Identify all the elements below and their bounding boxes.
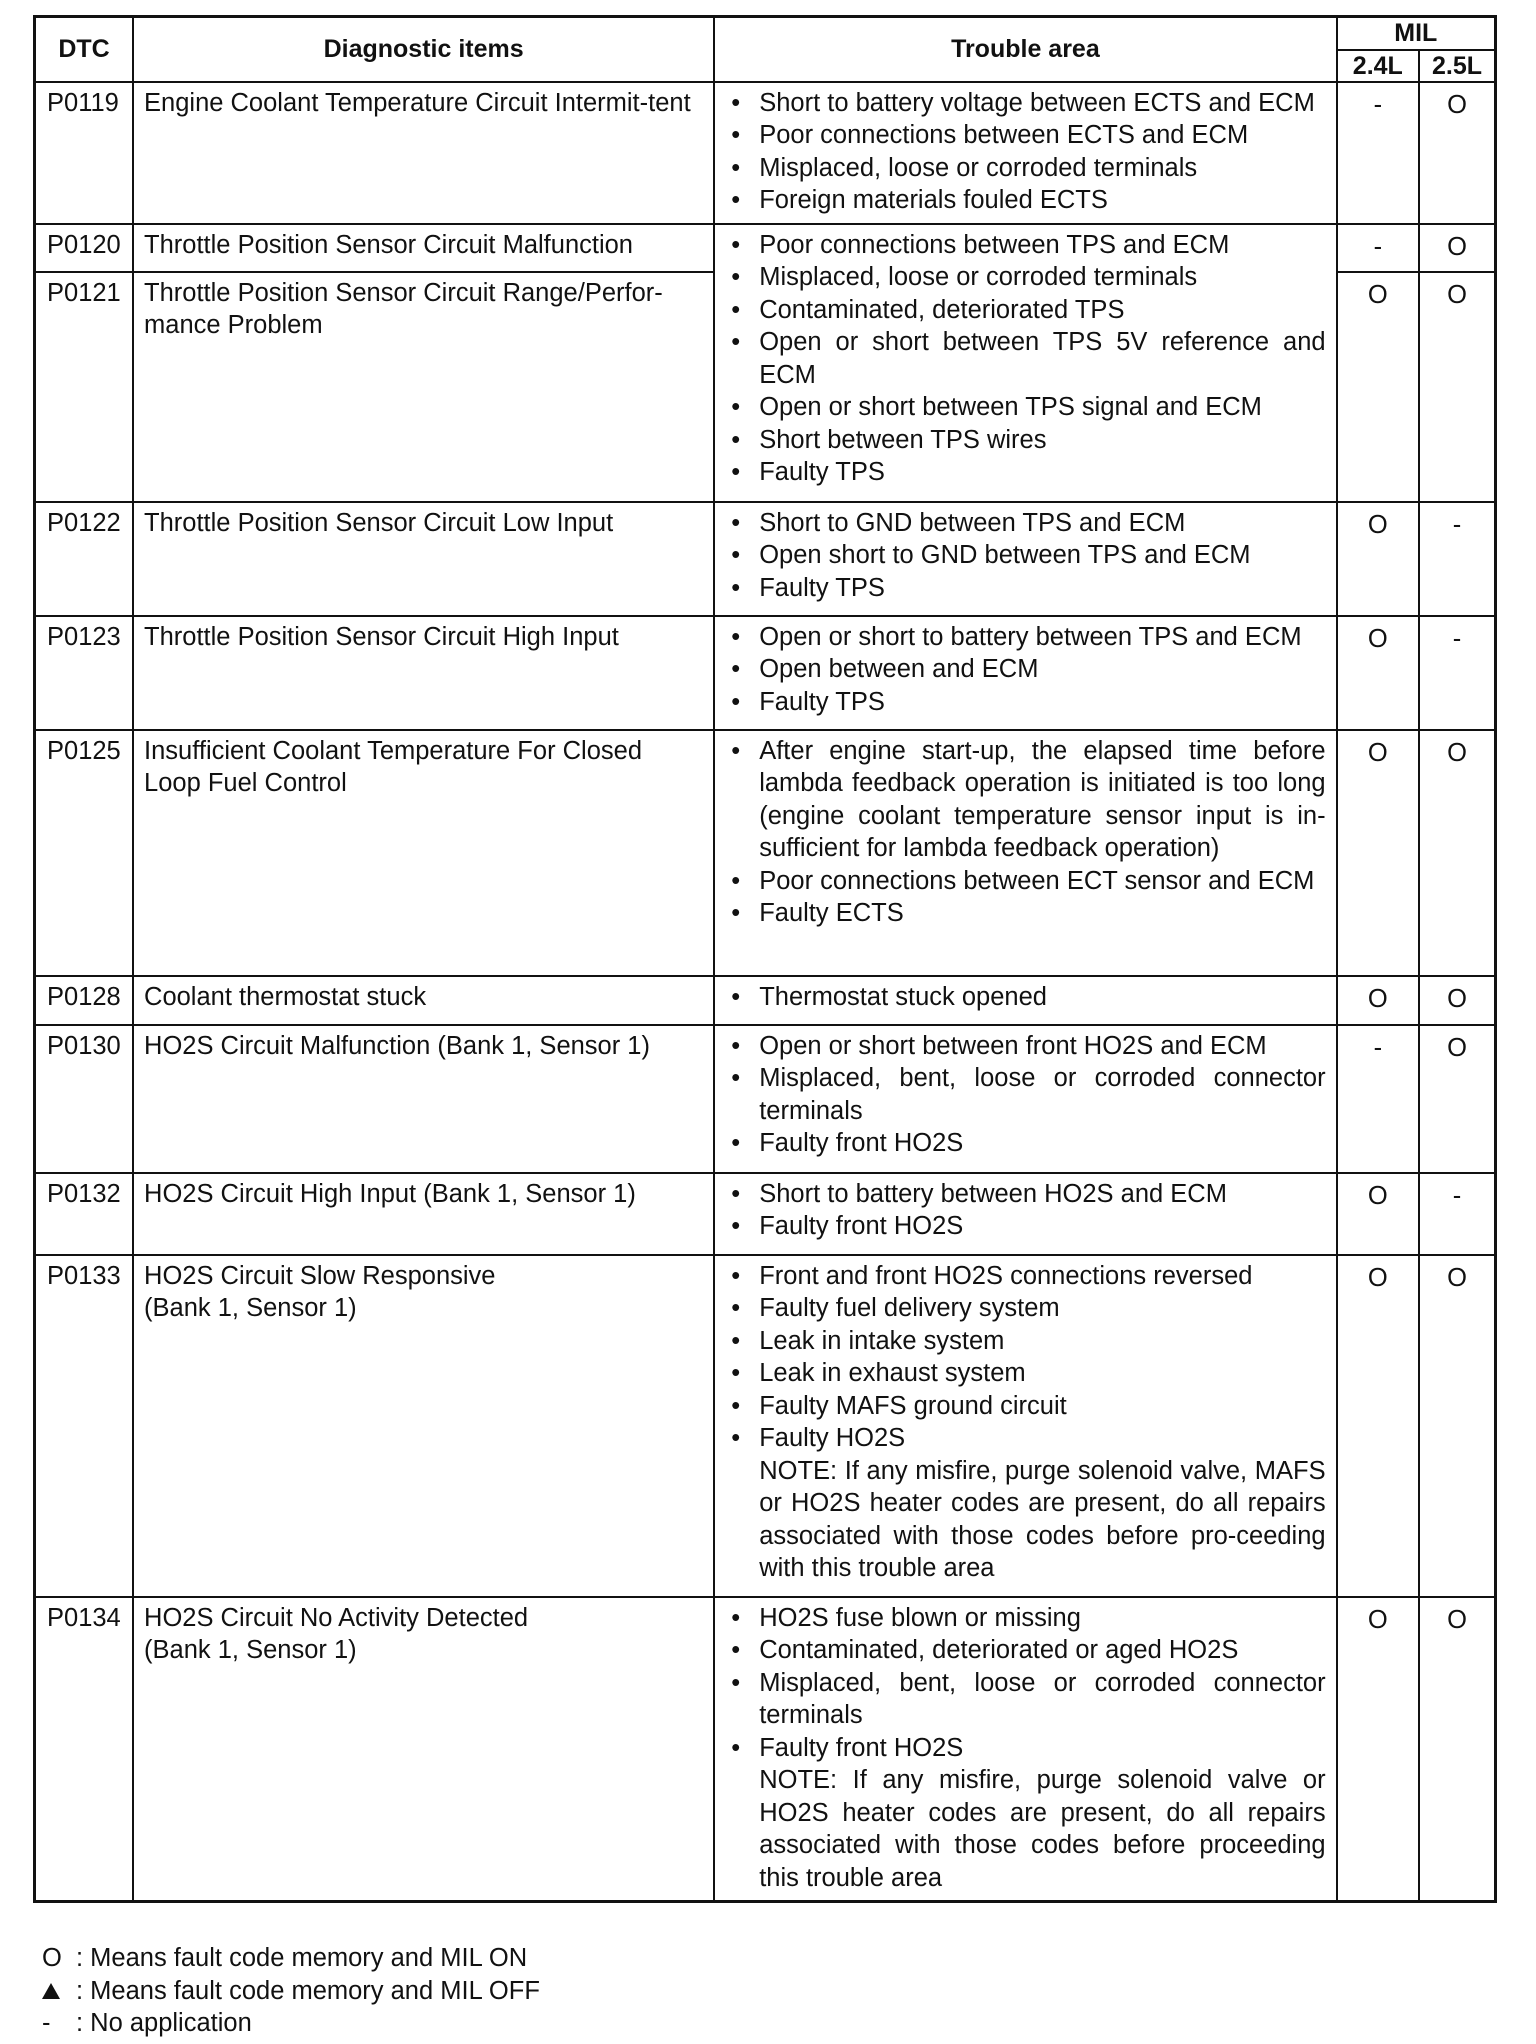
diagnostic-item: Throttle Position Sensor Circuit High Input xyxy=(133,616,714,730)
list-item: • Open between and ECM xyxy=(725,653,1325,686)
trouble-area-list xyxy=(725,507,1325,605)
list-item: • Contaminated, deteriorated TPS xyxy=(725,294,1325,327)
list-item: • Faulty MAFS ground circuit xyxy=(725,1390,1325,1423)
table-row xyxy=(35,730,1496,976)
trouble-area-list xyxy=(725,1178,1325,1243)
mil-25l-value: O xyxy=(1419,272,1495,502)
list-item: • Faulty TPS xyxy=(725,686,1325,719)
trouble-area xyxy=(714,224,1336,502)
legend-row xyxy=(42,2007,540,2040)
legend-text: : No application xyxy=(76,2009,252,2037)
header-mil-25l: 2.5L xyxy=(1419,50,1495,82)
list-item: • Short to GND between TPS and ECM xyxy=(725,507,1325,540)
mil-24l-value: - xyxy=(1337,82,1419,224)
list-item: • Short between TPS wires xyxy=(725,424,1325,457)
trouble-area-list xyxy=(725,735,1325,930)
list-item: • Leak in exhaust system xyxy=(725,1357,1325,1390)
list-item: • Faulty front HO2S xyxy=(725,1210,1325,1243)
diagnostic-item: Throttle Position Sensor Circuit Malfunction xyxy=(133,224,714,272)
diagnostic-item-line: (Bank 1, Sensor 1) xyxy=(144,1294,357,1322)
list-item: • Faulty TPS xyxy=(725,572,1325,605)
legend-symbol: O xyxy=(42,1944,62,1972)
list-item: • Thermostat stuck opened xyxy=(725,981,1325,1014)
trouble-area xyxy=(714,730,1336,976)
mil-25l-value: O xyxy=(1419,82,1495,224)
list-item: • Front and front HO2S connections reversed xyxy=(725,1260,1325,1293)
table-row xyxy=(35,1255,1496,1597)
mil-25l-value: O xyxy=(1419,1597,1495,1902)
mil-24l-value: O xyxy=(1337,616,1419,730)
legend-row xyxy=(42,1942,540,1975)
dtc-code: P0120 xyxy=(35,224,134,272)
trouble-area-list xyxy=(725,87,1325,217)
dtc-code: P0130 xyxy=(35,1025,134,1173)
diagnostic-item xyxy=(133,1597,714,1902)
list-item: • Foreign materials fouled ECTS xyxy=(725,184,1325,217)
list-item: • Open or short between front HO2S and ECM xyxy=(725,1030,1325,1063)
trouble-area xyxy=(714,616,1336,730)
list-item: • After engine start-up, the elapsed time before lambda feedback operation is initiated is too long (engine coolant temperature sensor input is in-sufficient for lambda feedback operation) xyxy=(725,735,1325,865)
list-item: • Misplaced, loose or corroded terminals xyxy=(725,152,1325,185)
diagnostic-item: Throttle Position Sensor Circuit Low Input xyxy=(133,502,714,616)
legend-text: : Means fault code memory and MIL OFF xyxy=(76,1976,540,2005)
mil-25l-value: - xyxy=(1419,616,1495,730)
dtc-code: P0132 xyxy=(35,1173,134,1255)
list-item: • Open or short to battery between TPS and ECM xyxy=(725,621,1325,654)
mil-25l-value: - xyxy=(1419,1173,1495,1255)
table-row xyxy=(35,224,1496,272)
list-item: • Faulty front HO2S xyxy=(725,1127,1325,1160)
trouble-area xyxy=(714,1173,1336,1255)
list-item: • Poor connections between ECTS and ECM xyxy=(725,119,1325,152)
header-trouble-area: Trouble area xyxy=(714,17,1336,82)
dtc-code: P0121 xyxy=(35,272,134,502)
dtc-code: P0122 xyxy=(35,502,134,616)
mil-25l-value: O xyxy=(1419,976,1495,1025)
mil-24l-value: - xyxy=(1337,1025,1419,1173)
trouble-area xyxy=(714,82,1336,224)
list-item: • Short to battery voltage between ECTS and ECM xyxy=(725,87,1325,120)
trouble-area-list xyxy=(725,621,1325,719)
dtc-code: P0128 xyxy=(35,976,134,1025)
list-item: • Poor connections between ECT sensor and ECM xyxy=(725,865,1325,898)
diagnostic-item: Engine Coolant Temperature Circuit Intermit-tent xyxy=(133,82,714,224)
mil-24l-value: O xyxy=(1337,1597,1419,1902)
triangle-icon xyxy=(42,1983,60,1999)
list-item: • Open or short between TPS signal and ECM xyxy=(725,391,1325,424)
list-item: • Faulty HO2S xyxy=(725,1422,1325,1455)
trouble-area-list xyxy=(725,1260,1325,1455)
table-row xyxy=(35,1025,1496,1173)
mil-24l-value: - xyxy=(1337,224,1419,272)
table-row xyxy=(35,616,1496,730)
dtc-code: P0133 xyxy=(35,1255,134,1597)
dtc-code: P0119 xyxy=(35,82,134,224)
mil-24l-value: O xyxy=(1337,502,1419,616)
note-text: NOTE: If any misfire, purge solenoid valve, MAFS or HO2S heater codes are present, do all repairs associated with those codes before pro-ceeding with this trouble area xyxy=(759,1456,1326,1582)
trouble-area xyxy=(714,1597,1336,1902)
mil-24l-value: O xyxy=(1337,730,1419,976)
list-item: • Misplaced, bent, loose or corroded connector terminals xyxy=(725,1062,1325,1127)
diagnostic-item xyxy=(133,1255,714,1597)
legend-text: : Means fault code memory and MIL ON xyxy=(76,1944,528,1972)
diagnostic-item: Coolant thermostat stuck xyxy=(133,976,714,1025)
mil-25l-value: O xyxy=(1419,1255,1495,1597)
trouble-area xyxy=(714,976,1336,1025)
mil-25l-value: O xyxy=(1419,1025,1495,1173)
dtc-code: P0125 xyxy=(35,730,134,976)
legend-symbol: - xyxy=(42,2009,51,2037)
trouble-area-list xyxy=(725,229,1325,489)
note-text: NOTE: If any misfire, purge solenoid valve or HO2S heater codes are present, do all repairs associated with those codes before proceeding this trouble area xyxy=(759,1766,1326,1892)
list-item: • Short to battery between HO2S and ECM xyxy=(725,1178,1325,1211)
list-item: • Leak in intake system xyxy=(725,1325,1325,1358)
dtc-table xyxy=(33,15,1497,1903)
diagnostic-item-line: HO2S Circuit No Activity Detected xyxy=(144,1603,529,1632)
list-item: • HO2S fuse blown or missing xyxy=(725,1602,1325,1635)
list-item: • Open or short between TPS 5V reference and ECM xyxy=(725,326,1325,391)
list-item: • Misplaced, bent, loose or corroded connector terminals xyxy=(725,1667,1325,1732)
trouble-area-list xyxy=(725,981,1325,1014)
header-diagnostic-items: Diagnostic items xyxy=(133,17,714,82)
list-item: • Faulty TPS xyxy=(725,456,1325,489)
legend xyxy=(42,1942,540,2040)
list-item: • Faulty fuel delivery system xyxy=(725,1292,1325,1325)
list-item: • Faulty ECTS xyxy=(725,897,1325,930)
trouble-area-list xyxy=(725,1602,1325,1765)
legend-row xyxy=(42,1975,540,2008)
table-row xyxy=(35,502,1496,616)
dtc-code: P0123 xyxy=(35,616,134,730)
header-mil: MIL xyxy=(1337,17,1496,50)
mil-24l-value: O xyxy=(1337,1173,1419,1255)
mil-24l-value: O xyxy=(1337,272,1419,502)
list-item: • Contaminated, deteriorated or aged HO2S xyxy=(725,1634,1325,1667)
trouble-area xyxy=(714,1025,1336,1173)
diagnostic-item: Throttle Position Sensor Circuit Range/Perfor-mance Problem xyxy=(133,272,714,502)
mil-24l-value: O xyxy=(1337,976,1419,1025)
diagnostic-item: Insufficient Coolant Temperature For Closed Loop Fuel Control xyxy=(133,730,714,976)
trouble-area xyxy=(714,502,1336,616)
trouble-area xyxy=(714,1255,1336,1597)
diagnostic-item: HO2S Circuit High Input (Bank 1, Sensor 1) xyxy=(133,1173,714,1255)
diagnostic-item: HO2S Circuit Malfunction (Bank 1, Sensor 1) xyxy=(133,1025,714,1173)
list-item: • Faulty front HO2S xyxy=(725,1732,1325,1765)
diagnostic-item-line: HO2S Circuit Slow Responsive xyxy=(144,1261,496,1290)
trouble-area-list xyxy=(725,1030,1325,1160)
list-item: • Open short to GND between TPS and ECM xyxy=(725,539,1325,572)
mil-25l-value: O xyxy=(1419,730,1495,976)
mil-25l-value: - xyxy=(1419,502,1495,616)
diagnostic-item-line: (Bank 1, Sensor 1) xyxy=(144,1636,357,1664)
list-item: • Poor connections between TPS and ECM xyxy=(725,229,1325,262)
mil-24l-value: O xyxy=(1337,1255,1419,1597)
mil-25l-value: O xyxy=(1419,224,1495,272)
table-row xyxy=(35,1173,1496,1255)
table-row xyxy=(35,82,1496,224)
header-mil-24l: 2.4L xyxy=(1337,50,1419,82)
list-item: • Misplaced, loose or corroded terminals xyxy=(725,261,1325,294)
table-row xyxy=(35,976,1496,1025)
table-row xyxy=(35,1597,1496,1902)
header-dtc: DTC xyxy=(35,17,134,82)
dtc-code: P0134 xyxy=(35,1597,134,1902)
